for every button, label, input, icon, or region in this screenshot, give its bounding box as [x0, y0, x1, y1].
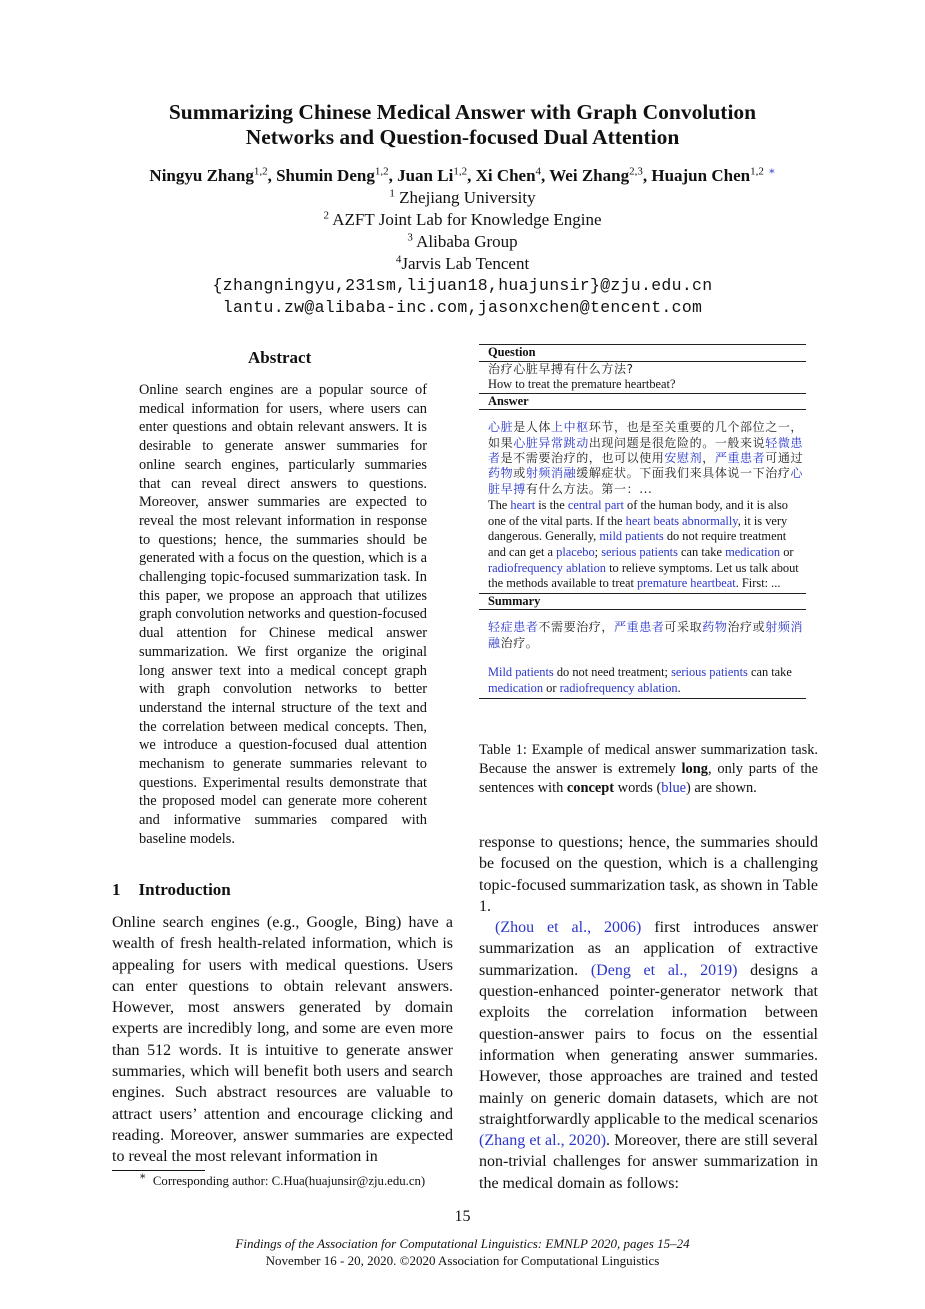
concept-word: 射频消融: [488, 620, 804, 650]
answer-en: [479, 498, 806, 592]
paragraph-1: response to questions; hence, the summaries should be focused on the question, which is a challenging topic-focused summarization task, as shown in Table 1.: [479, 834, 818, 915]
text-span: 是人体: [513, 420, 552, 435]
concept-word: 安慰剂: [664, 451, 703, 465]
text-span: The: [488, 498, 511, 513]
paragraph-2: (Zhou et al., 2006) first introduces answer summarization as an application of extractive summarization. (Deng et al., 2019) designs a question-enhanced pointer-generator network that exploits the correlation information between question-answer pairs to focus on the essential information when generating answer summaries. However, those approaches are trained and tested mainly on generic domain datasets, which are not straightforwardly applicable to the medical scenarios (Zhang et al., 2020). Moreover, there are still several non-trivial challenges for answer summarization in the medical domain as follows:: [479, 919, 819, 1192]
table-caption: Table 1: Example of medical answer summarization task. Because the answer is extremely long, only parts of the sentences with concept words (blue) are shown.: [479, 742, 818, 797]
section-heading-introduction: [112, 880, 231, 900]
text-span: 可采取: [664, 620, 703, 635]
concept-word: 射频消融: [525, 466, 577, 481]
concept-word: heart: [510, 498, 536, 513]
concept-word: 上中枢: [551, 420, 589, 435]
concept-word: 药物: [488, 466, 514, 481]
author: Huajun Chen: [651, 166, 751, 185]
footnote-mark: ∗: [139, 1170, 147, 1183]
text-span: ;: [594, 545, 602, 559]
concept-word: radiofrequency ablation: [488, 560, 607, 575]
summary-en: [479, 665, 806, 696]
concept-word: central part: [567, 498, 624, 513]
section-number: 1: [112, 880, 121, 899]
concept-word: 药物: [702, 620, 728, 635]
text-span: 治疗。: [500, 635, 539, 650]
concept-word: radiofrequency ablation: [559, 680, 678, 695]
affiliation-1: $^1$ Zhejiang University: [389, 187, 536, 207]
answer-zh: [479, 420, 806, 497]
concept-word: 严重患者: [614, 620, 665, 635]
concept-word: placebo: [556, 545, 595, 559]
email-line-1: {zhangningyu,231sm,lijuan18,huajunsir}@zju.edu.cn: [212, 276, 713, 295]
concept-word: medication: [488, 680, 544, 695]
concept-word: Mild patients: [488, 665, 554, 680]
author-affil-sup: 1,2: [374, 165, 389, 178]
text-span: 治疗或: [727, 620, 766, 635]
text-span: is the: [535, 498, 568, 513]
abstract-heading: Abstract: [248, 348, 312, 367]
author: Wei Zhang: [549, 166, 630, 185]
concept-word: 心脏异常跳动: [513, 435, 589, 450]
question-zh: 治疗心脏早搏有什么方法?: [488, 361, 634, 376]
text-span: ，: [702, 451, 715, 465]
footnote-text: Corresponding author: C.Hua(huajunsir@zju.edu.cn): [152, 1174, 426, 1188]
concept-word: 轻微患者: [488, 435, 804, 465]
text-span: can take: [677, 545, 726, 559]
concept-word: 心脏早搏: [488, 466, 804, 496]
author: Shumin Deng: [276, 166, 375, 185]
text-span: can take: [747, 665, 792, 680]
text-span: 有什么方法。第一：...: [525, 481, 653, 496]
summary-zh: [479, 620, 806, 651]
concept-word: 严重患者: [714, 451, 766, 465]
citation-link[interactable]: (Zhou et al., 2006): [495, 919, 642, 937]
text-span: 或: [513, 466, 526, 481]
title-line-2: Networks and Question-focused Dual Attention: [245, 125, 680, 149]
citation-link[interactable]: (Zhang et al., 2020): [479, 1132, 607, 1150]
affiliation-2: $^2$ AZFT Joint Lab for Knowledge Engine: [323, 209, 602, 229]
page-number: 15: [454, 1208, 471, 1225]
concept-word: 轻症患者: [488, 620, 539, 635]
affiliation-4: $^4$Jarvis Lab Tencent: [395, 253, 530, 273]
example-table: [479, 344, 806, 699]
author: Xi Chen: [475, 166, 536, 185]
concept-word: serious patients: [671, 665, 748, 680]
section-title: Introduction: [138, 880, 231, 899]
right-column-text: [479, 832, 818, 1194]
text-span: . First: ...: [735, 576, 781, 591]
author-affil-sup: 1,2: [453, 165, 468, 178]
title-line-1: Summarizing Chinese Medical Answer with Graph Convolution: [168, 100, 757, 124]
footnote: [139, 1170, 426, 1189]
email-line-2: lantu.zw@alibaba-inc.com,jasonxchen@tencent.com: [222, 298, 703, 317]
text-span: .: [677, 680, 681, 695]
author-affil-sup: 4: [535, 165, 542, 178]
copyright-line: November 16 - 20, 2020. ©2020 Association for Computational Linguistics: [265, 1253, 660, 1268]
footnote-rule: [112, 1170, 205, 1171]
author-affil-sup: 1,2: [750, 165, 764, 178]
citation-link[interactable]: (Deng et al., 2019): [590, 961, 738, 979]
text-span: do not require treatment and can get a: [488, 529, 787, 559]
venue-line: Findings of the Association for Computational Linguistics: EMNLP 2020, pages 15–24: [235, 1236, 690, 1251]
text-span: 可通过: [765, 451, 804, 465]
author-list: Ningyu Zhang$^{1,2}$, Shumin Deng$^{1,2}$, Juan Li$^{1,2}$, Xi Chen$^4$, Wei Zhang$^{2,3}$, Huajun Chen$^{1,2}$ ∗: [149, 165, 776, 185]
paper-title: [0, 100, 925, 150]
concept-word: 心脏: [488, 420, 514, 435]
text-span: 出现问题是很危险的。一般来说: [588, 435, 766, 450]
text-span: do not need treatment;: [553, 665, 672, 680]
text-span: 缓解症状。下面我们来具体说一下治疗: [576, 466, 791, 481]
text-span: or: [543, 680, 560, 695]
text-span: 不需要治疗，: [538, 620, 615, 635]
concept-word: medication: [725, 545, 781, 559]
text-span: to relieve symptoms. Let us talk about the methods available to treat: [488, 560, 799, 591]
text-span: or: [780, 545, 794, 559]
question-label: Question: [488, 345, 536, 359]
abstract-text: Online search engines are a popular source of medical information for users, where users can enter questions and obtain relevant answers. It is desirable to generate answer summaries for online search engines, particularly summaries that can reveal direct answers to questions. Moreover, answer summaries are expected to reveal the most relevant information in response to questions; hence, the summaries should be generated with a focus on the question, which is a challenging topic-focused summarization task. In this paper, we propose an approach that utilizes graph convolution networks and question-focused dual attention for Chinese medical answer summarization. We first organize the original long answer text into a medical concept graph with graph convolution networks to better understand the internal structure of the text and the correlation between medical concepts. Then, we introduce a question-focused dual attention mechanism to generate summaries relevant to questions. Experimental results demonstrate that the proposed model can generate more coherent and informative summaries compared with baseline models.: [139, 382, 427, 847]
text-span: 是不需要治疗的，也可以使用: [500, 451, 665, 465]
affiliation-3: $^3$ Alibaba Group: [407, 231, 518, 251]
summary-label: Summary: [488, 593, 541, 608]
concept-word: heart beats abnormally: [625, 513, 738, 528]
author-affil-sup: 1,2: [253, 165, 268, 178]
author: Ningyu Zhang: [149, 166, 254, 185]
concept-word: serious patients: [601, 545, 678, 559]
text-span: of the human body, and it is also one of the vital parts. If the: [488, 498, 788, 528]
corresponding-star-icon[interactable]: ∗: [768, 165, 776, 178]
text-span: 环节，也是至关重要的几个部位之一，如果: [488, 420, 804, 450]
concept-word: mild patients: [599, 529, 664, 544]
intro-paragraph: Online search engines (e.g., Google, Bing) have a wealth of fresh health-related information, which is appealing for users with medical questions. Users can enter questions to obtain relevant answers. However, most answers generated by domain experts are incredibly long, and some are even more than 512 words. It is intuitive to generate answer summaries, which will benefit both users and search engines. Such abstract resources are valuable to attract users’ attention and encourage clicking and reading. Moreover, answer summaries are expected to reveal the most relevant information in: [112, 914, 453, 1166]
question-en: How to treat the premature heartbeat?: [488, 377, 676, 391]
author-affil-sup: 2,3: [629, 165, 643, 178]
answer-label: Answer: [488, 393, 529, 408]
author: Juan Li: [397, 166, 454, 185]
concept-word: premature heartbeat: [636, 576, 736, 591]
text-span: , it is very dangerous. Generally,: [488, 513, 788, 544]
